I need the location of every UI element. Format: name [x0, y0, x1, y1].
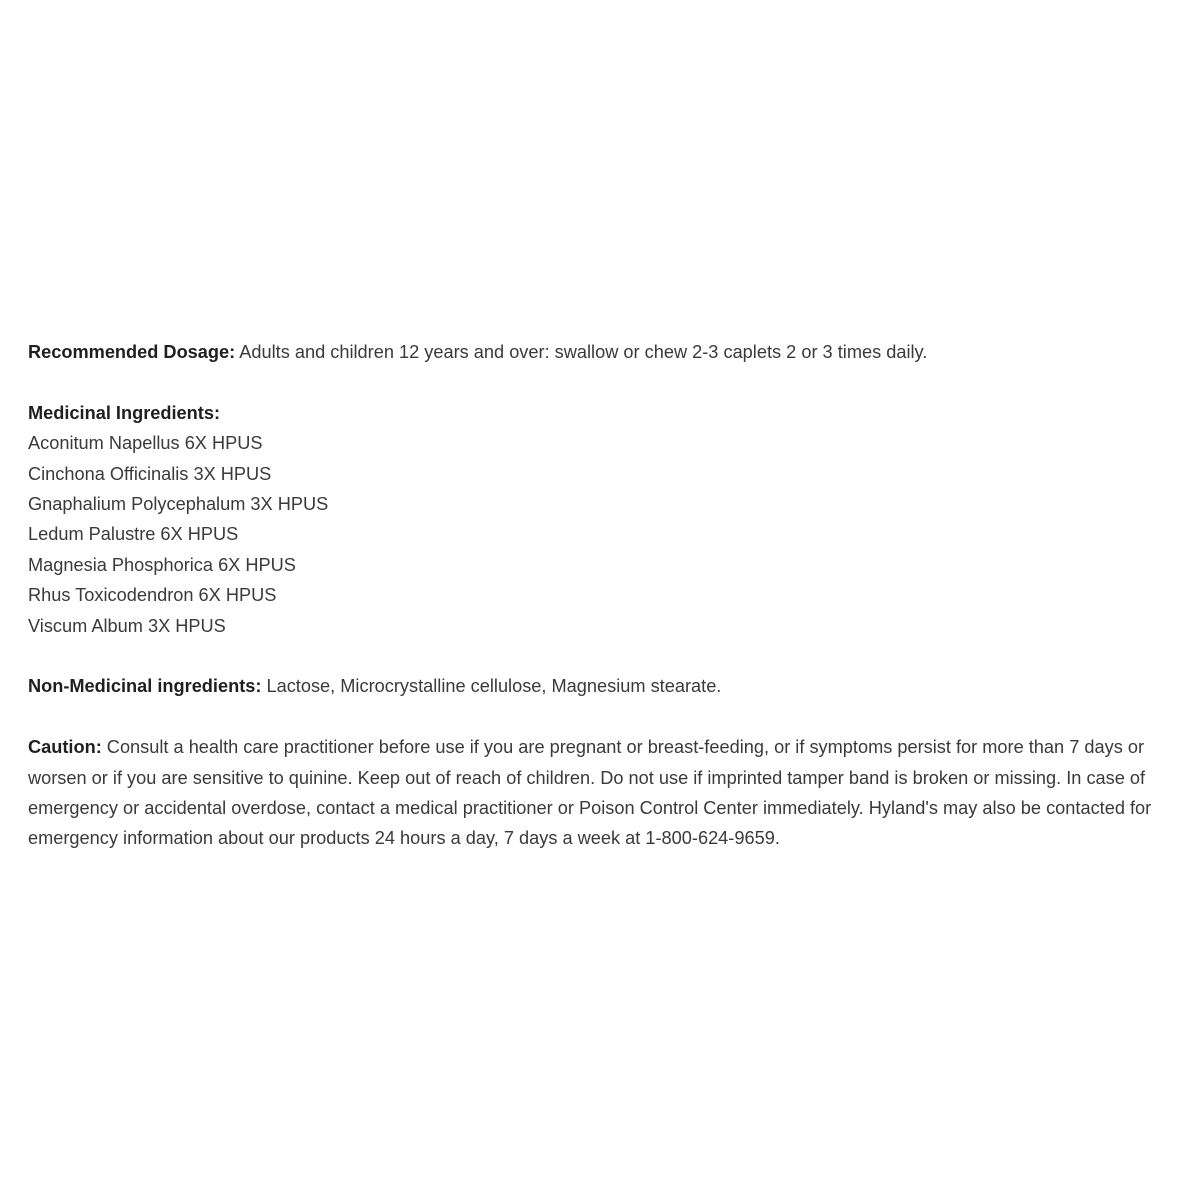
list-item: Aconitum Napellus 6X HPUS: [28, 433, 263, 454]
spacer: [28, 367, 1194, 397]
list-item: Cinchona Officinalis 3X HPUS: [28, 463, 272, 484]
non-medicinal-label: Non-Medicinal ingredients:: [28, 676, 262, 697]
dosage-text: Adults and children 12 years and over: swallow or chew 2-3 caplets 2 or 3 times daily.: [235, 342, 928, 362]
non-medicinal-text: Lactose, Microcrystalline cellulose, Magnesium stearate.: [261, 676, 722, 697]
product-info: [28, 337, 1194, 854]
list-item: Gnaphalium Polycephalum 3X HPUS: [28, 494, 329, 515]
dosage-section: [28, 337, 1194, 367]
medicinal-ingredients-section: [28, 398, 1194, 641]
caution-text: Consult a health care practitioner before use if you are pregnant or breast-feeding, or if symptoms persist for more than 7 days or worsen or if you are sensitive to quinine. Keep out of reach of children. Do not use if imprinted tamper band is broken or missing. In case of emergency or accidental overdose, contact a medical practitioner or Poison Control Center immediately. Hyland's may also be contacted for emergency information about our products 24 hours a day, 7 days a week at 1-800-624-9659.: [28, 737, 1152, 849]
caution-label: Caution:: [28, 737, 102, 758]
medicinal-ingredients-label: Medicinal Ingredients:: [28, 402, 221, 423]
medicinal-ingredients-list: [28, 428, 1194, 641]
list-item: Magnesia Phosphorica 6X HPUS: [28, 554, 296, 575]
caution-section: [28, 732, 1194, 854]
list-item: Viscum Album 3X HPUS: [28, 615, 226, 636]
spacer: [28, 702, 1194, 732]
dosage-label: Recommended Dosage:: [28, 342, 236, 362]
list-item: Ledum Palustre 6X HPUS: [28, 524, 239, 545]
non-medicinal-section: [28, 671, 1194, 701]
spacer: [28, 641, 1194, 671]
list-item: Rhus Toxicodendron 6X HPUS: [28, 585, 277, 606]
